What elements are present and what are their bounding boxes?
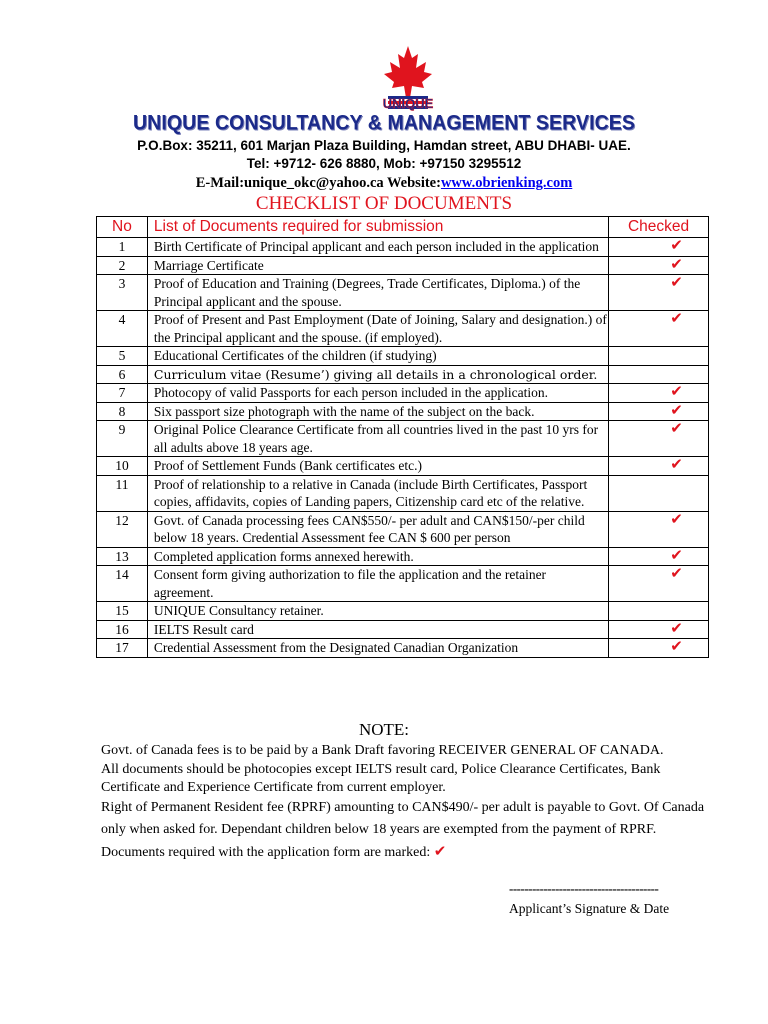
checkmark-icon <box>609 347 709 366</box>
checkmark-icon: ✔ <box>433 844 447 860</box>
table-row <box>97 311 709 347</box>
signature-line: --------------------------------------- <box>509 881 659 896</box>
row-document: Marriage Certificate <box>147 256 608 275</box>
row-no: 14 <box>97 566 148 602</box>
row-no: 1 <box>97 238 148 257</box>
signature-label: Applicant’s Signature & Date <box>509 901 670 916</box>
note-line: All documents should be photocopies except IELTS result card, Police Clearance Certificates, Bank <box>101 762 661 777</box>
page-title: CHECKLIST OF DOCUMENTS <box>255 193 513 214</box>
checkmark-icon: ✔ <box>609 384 709 403</box>
row-no: 5 <box>97 347 148 366</box>
note-line: only when asked for. Dependant children below 18 years are exempted from the payment of RPRF. <box>101 822 657 837</box>
note-line: Certificate and Experience Certificate from current employer. <box>101 780 446 795</box>
table-row <box>97 402 709 421</box>
checkmark-icon: ✔ <box>609 566 709 602</box>
table-header-row <box>97 217 709 238</box>
row-no: 15 <box>97 602 148 621</box>
row-no: 3 <box>97 275 148 311</box>
checkmark-icon: ✔ <box>609 256 709 275</box>
checkmark-icon: ✔ <box>609 311 709 347</box>
checkmark-icon: ✔ <box>609 620 709 639</box>
phone-line: Tel: +9712- 626 8880, Mob: +97150 3295512 <box>246 156 522 171</box>
checkmark-icon: ✔ <box>609 639 709 658</box>
row-document: Photocopy of valid Passports for each person included in the application. <box>147 384 608 403</box>
checkmark-icon <box>609 602 709 621</box>
website-link[interactable]: www.obrienking.com <box>440 175 573 191</box>
table-row <box>97 457 709 476</box>
row-no: 12 <box>97 511 148 547</box>
table-row <box>97 511 709 547</box>
checkmark-icon: ✔ <box>609 457 709 476</box>
address-line: P.O.Box: 35211, 601 Marjan Plaza Building, Hamdan street, ABU DHABI- UAE. <box>137 138 631 153</box>
checkmark-icon: ✔ <box>609 547 709 566</box>
email-text: E-Mail:unique_okc@yahoo.ca Website: <box>195 175 441 191</box>
row-no: 8 <box>97 402 148 421</box>
maple-leaf-icon <box>360 44 456 114</box>
row-document: Completed application forms annexed herewith. <box>147 547 608 566</box>
header-documents: List of Documents required for submission <box>147 217 608 238</box>
row-no: 13 <box>97 547 148 566</box>
row-no: 11 <box>97 475 148 511</box>
row-document: Educational Certificates of the children (if studying) <box>147 347 608 366</box>
row-no: 17 <box>97 639 148 658</box>
company-logo <box>360 44 456 114</box>
row-document: Govt. of Canada processing fees CAN$550/- per adult and CAN$150/-per child below 18 years. Credential Assessment fee CAN $ 600 per person <box>147 511 608 547</box>
table-row <box>97 384 709 403</box>
row-document: Birth Certificate of Principal applicant and each person included in the application <box>147 238 608 257</box>
contact-line <box>0 175 768 192</box>
table-row <box>97 475 709 511</box>
header-checked: Checked <box>609 217 709 238</box>
table-row <box>97 639 709 658</box>
row-document: Original Police Clearance Certificate from all countries lived in the past 10 yrs for all adults above 18 years age. <box>147 421 608 457</box>
checkmark-icon: ✔ <box>609 421 709 457</box>
checkmark-icon <box>609 475 709 511</box>
company-name: UNIQUE CONSULTANCY & MANAGEMENT SERVICES <box>132 111 635 135</box>
table-row <box>97 347 709 366</box>
header-no: No <box>97 217 148 238</box>
note-heading: NOTE: <box>358 720 410 739</box>
row-document: IELTS Result card <box>147 620 608 639</box>
checklist-table <box>96 216 709 658</box>
checkmark-icon: ✔ <box>609 402 709 421</box>
table-row <box>97 365 709 384</box>
table-row <box>97 620 709 639</box>
row-no: 4 <box>97 311 148 347</box>
note-line: Right of Permanent Resident fee (RPRF) amounting to CAN$490/- per adult is payable to Govt. Of Canada <box>101 800 705 815</box>
table-row <box>97 421 709 457</box>
row-no: 9 <box>97 421 148 457</box>
checkmark-icon: ✔ <box>609 275 709 311</box>
row-document: Curriculum vitae (Resume’) giving all details in a chronological order. <box>147 365 608 384</box>
note-line <box>101 842 741 861</box>
table-row <box>97 256 709 275</box>
logo-text: UNIQUE <box>382 96 434 111</box>
row-no: 16 <box>97 620 148 639</box>
table-row <box>97 566 709 602</box>
checkmark-icon: ✔ <box>609 238 709 257</box>
checkmark-icon <box>609 365 709 384</box>
table-row <box>97 547 709 566</box>
note-line: Govt. of Canada fees is to be paid by a Bank Draft favoring RECEIVER GENERAL OF CANADA. <box>101 743 664 758</box>
row-document: Proof of Present and Past Employment (Date of Joining, Salary and designation.) of the Principal applicant and the spouse. (if employed). <box>147 311 608 347</box>
row-document: Proof of Education and Training (Degrees, Trade Certificates, Diploma.) of the Principal applicant and the spouse. <box>147 275 608 311</box>
row-no: 7 <box>97 384 148 403</box>
table-row <box>97 238 709 257</box>
row-document: Credential Assessment from the Designated Canadian Organization <box>147 639 608 658</box>
row-document: Proof of relationship to a relative in Canada (include Birth Certificates, Passport copies, affidavits, copies of Landing papers, Citizenship card etc of the relative. <box>147 475 608 511</box>
row-no: 6 <box>97 365 148 384</box>
row-no: 2 <box>97 256 148 275</box>
row-document: UNIQUE Consultancy retainer. <box>147 602 608 621</box>
row-document: Consent form giving authorization to file the application and the retainer agreement. <box>147 566 608 602</box>
row-no: 10 <box>97 457 148 476</box>
row-document: Proof of Settlement Funds (Bank certificates etc.) <box>147 457 608 476</box>
row-document: Six passport size photograph with the name of the subject on the back. <box>147 402 608 421</box>
table-row <box>97 275 709 311</box>
checkmark-icon: ✔ <box>609 511 709 547</box>
table-row <box>97 602 709 621</box>
note-line-text: Documents required with the application form are marked: <box>101 845 431 860</box>
